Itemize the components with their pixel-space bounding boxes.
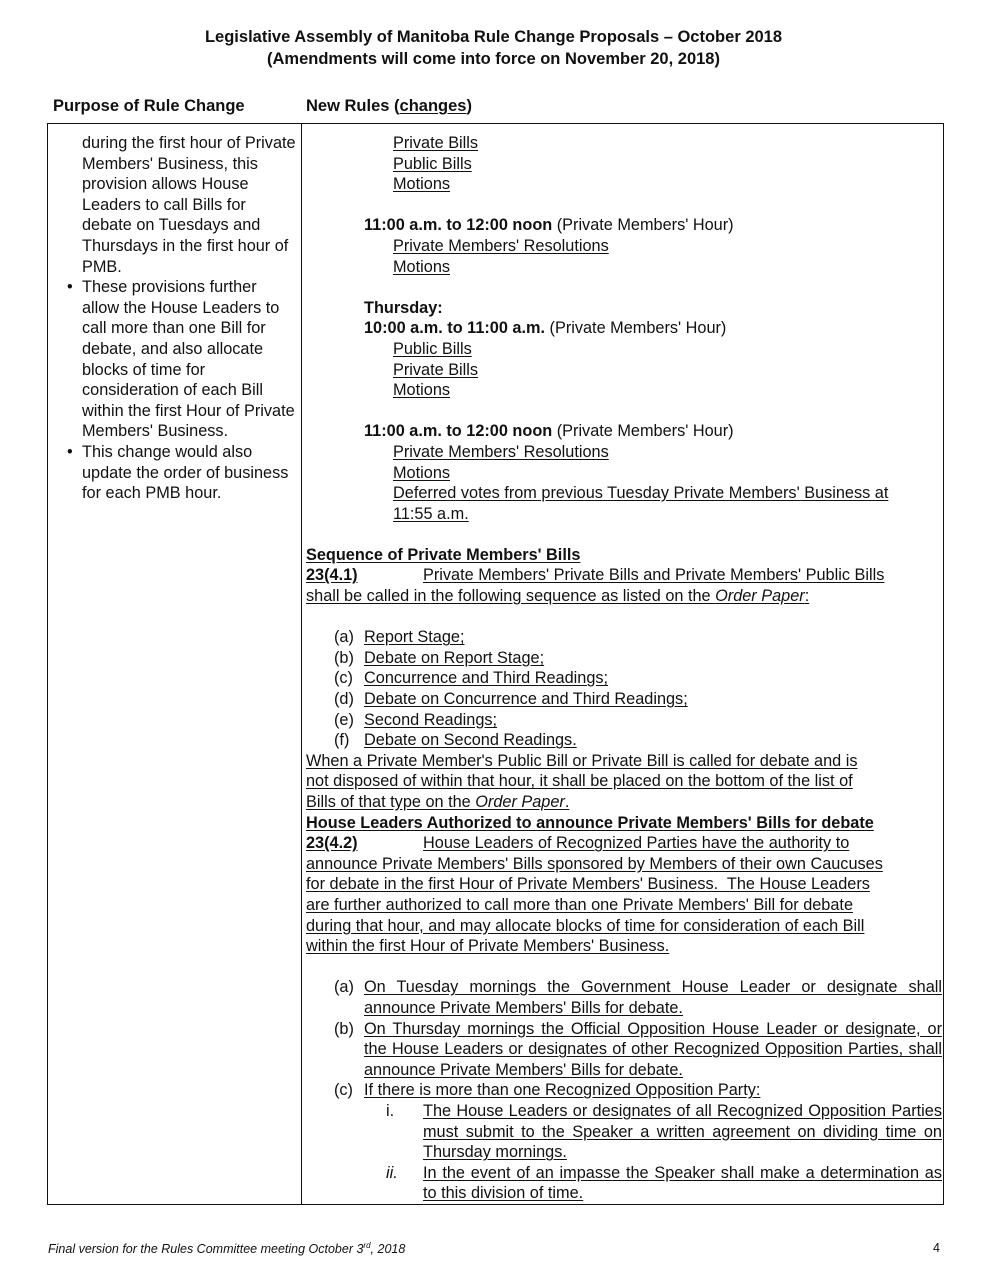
rule-paragraph-line [306,771,942,792]
rule-paragraph-line [306,936,942,957]
header-text-suffix: ) [466,97,472,115]
rule-paragraph-line [306,565,942,586]
subitem-label: ii. [386,1163,398,1182]
section-heading [306,545,942,566]
rule-paragraph-line [306,854,942,875]
item-label: (a) [334,628,354,647]
schedule-item-text: Private Bills [393,134,479,152]
deferred-votes-text: Deferred votes from previous Tuesday Private Members' Business at [393,484,889,503]
sequence-item [306,648,942,669]
house-leader-item [306,977,942,1018]
deferred-votes-time: 11:55 a.m. [393,504,469,523]
item-text: If there is more than one Recognized Opposition Party: [364,1081,761,1100]
subitem-text: The House Leaders or designates of all Recognized Opposition Parties must submit to the Speaker a written agreement on dividing time on Thursday mornings. [423,1101,942,1162]
rule-paragraph-line [306,751,942,772]
rule-text: announce Private Members' Bills sponsored by Members of their own Caucuses [306,854,883,873]
purpose-continued-text: during the first hour of Private Members' Business, this provision allows House Leaders to call Bills for debate on Tuesdays and Thursdays in the first hour of PMB. [82,134,296,276]
schedule-item [306,154,942,175]
purpose-cell [82,133,297,504]
item-label: (e) [334,710,354,729]
time-slot-label: (Private Members' Hour) [552,422,734,441]
purpose-bullet: • This change would also update the order of business for each PMB hour. [82,442,297,504]
rule-text-part: Bills of that type on the [306,793,476,811]
deferred-votes-line [306,504,942,525]
new-rules-cell [306,133,942,1204]
house-leader-item [306,1019,942,1081]
item-label: (c) [334,1081,353,1100]
item-label: (b) [334,1019,354,1038]
house-leader-item [306,1080,942,1101]
rule-number: 23(4.2) [306,834,358,853]
footer-text: Final version for the Rules Committee meeting October 3 [48,1242,364,1257]
sequence-item [306,689,942,710]
section-heading [306,813,942,834]
item-text: On Tuesday mornings the Government House Leader or designate shall announce Private Members' Bills for debate. [364,978,942,1017]
rule-text-part: : [804,587,810,606]
sequence-item [306,668,942,689]
time-slot-time: 11:00 a.m. to 12:00 noon [364,422,553,441]
rule-text-part: shall be called in the following sequence as listed on the [306,587,716,606]
schedule-item-text: Private Members' Resolutions [393,442,609,461]
column-divider [301,124,302,1204]
header-changes-text: changes [399,97,467,115]
item-text: Second Readings; [364,710,498,729]
sequence-item [306,627,942,648]
schedule-item [306,463,942,484]
house-leader-subitem [306,1163,942,1204]
schedule-item-text: Motions [393,257,451,276]
schedule-item-text: Private Members' Resolutions [393,236,609,255]
rule-text: not disposed of within that hour, it shall be placed on the bottom of the list of [306,772,853,791]
item-label: (a) [334,978,354,997]
rule-text-part: . [564,793,570,811]
schedule-item [306,339,942,360]
item-text: Debate on Second Readings. [364,731,577,750]
rules-table [47,123,944,1205]
item-text: Debate on Concurrence and Third Readings; [364,690,688,709]
schedule-item [306,360,942,381]
header-text: New Rules ( [306,97,400,115]
schedule-item [306,257,942,278]
subitem-text: In the event of an impasse the Speaker shall make a determination as to this division of time. [423,1163,942,1203]
rule-text: are further authorized to call more than one Private Members' Bill for debate [306,895,853,914]
rule-text: within the first Hour of Private Members' Business. [306,937,670,956]
item-text: On Thursday mornings the Official Opposition House Leader or designate, or the House Leaders or designates of other Recognized Opposition Parties, shall announce Private Members' Bills for debate. [364,1019,942,1079]
item-label: (c) [334,669,353,688]
footer-ordinal: rd [363,1241,371,1250]
time-slot-time: 10:00 a.m. to 11:00 a.m. [364,319,546,338]
item-text: Report Stage; [364,628,465,647]
rule-paragraph-line [306,895,942,916]
purpose-bullet: • These provisions further allow the House Leaders to call more than one Bill for debate, and also allocate blocks of time for consideration of each Bill within the first Hour of Private Members' Business. [82,277,297,442]
time-slot-time: 11:00 a.m. to 12:00 noon [364,216,553,235]
time-slot-label: (Private Members' Hour) [552,216,734,235]
column-header-new-rules [306,97,472,116]
time-slot-heading [306,215,942,236]
footer-text-suffix: , 2018 [370,1242,406,1257]
rule-text [306,793,569,811]
rule-paragraph-line [306,833,942,854]
day-heading-text: Thursday: [364,298,443,317]
subitem-label: i. [386,1101,395,1120]
schedule-item-text: Public Bills [393,339,472,358]
title-line-1: Legislative Assembly of Manitoba Rule Change Proposals – October 2018 [204,28,783,46]
schedule-item [306,380,942,401]
rule-text: House Leaders of Recognized Parties have the authority to [423,834,850,853]
section-title: Sequence of Private Members' Bills [306,545,581,564]
column-header-purpose: Purpose of Rule Change [53,97,245,115]
purpose-bullet-list [82,277,297,504]
sequence-item [306,730,942,751]
rule-number: 23(4.1) [306,566,358,585]
rule-text: When a Private Member's Public Bill or Private Bill is called for debate and is [306,751,858,770]
time-slot-heading [306,318,942,339]
rule-text: for debate in the first Hour of Private Members' Business. The House Leaders [306,875,870,894]
schedule-item [306,133,942,154]
rule-paragraph-line [306,874,942,895]
rule-text [306,587,809,605]
item-label: (f) [334,731,350,750]
time-slot-heading [306,421,942,442]
day-heading [306,298,942,319]
rule-paragraph-line [306,792,942,813]
rule-paragraph-line [306,586,942,607]
rule-text: during that hour, and may allocate blocks of time for consideration of each Bill [306,916,865,935]
house-leader-subitem [306,1101,942,1163]
item-label: (d) [334,690,354,709]
item-text: Concurrence and Third Readings; [364,669,609,688]
schedule-item [306,442,942,463]
title-line-2: (Amendments will come into force on November 20, 2018) [267,50,720,68]
time-slot-label: (Private Members' Hour) [545,319,727,338]
order-paper-italic: Order Paper [715,587,805,606]
order-paper-italic: Order Paper [475,793,565,811]
rule-paragraph-line [306,916,942,937]
sequence-item [306,710,942,731]
schedule-item-text: Public Bills [393,154,472,173]
schedule-item [306,174,942,195]
rule-text: Private Members' Private Bills and Private Members' Public Bills [423,566,885,585]
deferred-votes-line [306,483,942,504]
item-text: Debate on Report Stage; [364,648,545,667]
document-title [0,26,987,70]
section-title: House Leaders Authorized to announce Private Members' Bills for debate [306,813,874,832]
schedule-item [306,236,942,257]
schedule-item-text: Motions [393,175,451,194]
page-number: 4 [933,1241,940,1255]
schedule-item-text: Motions [393,463,451,482]
footer-note [48,1241,405,1256]
schedule-item-text: Private Bills [393,360,479,379]
item-label: (b) [334,648,354,667]
schedule-item-text: Motions [393,381,451,400]
